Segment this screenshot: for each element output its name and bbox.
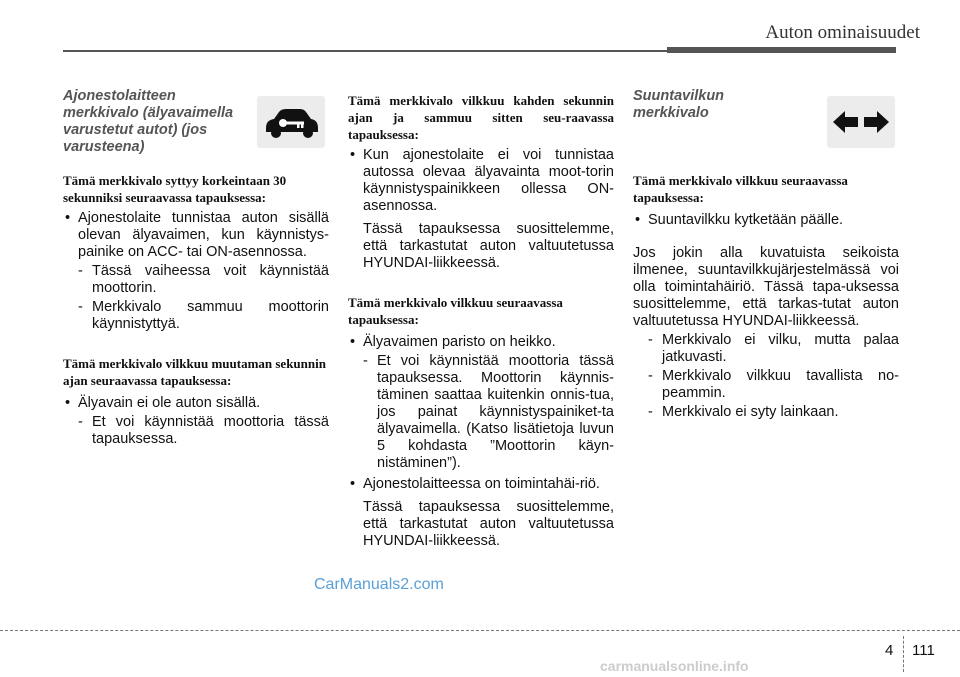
section-title-immobilizer: Ajonestolaitteen merkkivalo (älyavaimella varustetut autot) (jos varusteena): [63, 88, 234, 155]
bullet-item: • Ajonestolaite tunnistaa auton sisällä olevan älyavaimen, kun käynnistys-painike on ACC- tai ON-asennossa.: [63, 210, 329, 261]
note-text: Tässä tapauksessa suosittelemme, että tarkastutat auton valtuutetussa HYUNDAI-liikkeessä.: [363, 499, 614, 549]
bullet-item: • Suuntavilkku kytketään päälle.: [633, 212, 899, 229]
immobilizer-car-key-icon: [260, 104, 322, 140]
bullet-item: • Ajonestolaitteessa on toimintahäi-riö.: [348, 476, 614, 493]
bullet-item: • Älyavaimen paristo on heikko.: [348, 334, 614, 351]
paragraph: Jos jokin alla kuvatuista seikoista ilmenee, suuntavilkkujärjestelmässä voi olla toimintahäiriö. Tässä tapa-uksessa suosittelemme, että tarkas-tutat auton valtuutetussa HYUNDAI-liikkeessä.: [633, 245, 899, 329]
dash-item: - Et voi käynnistää moottoria tässä tapauksessa.: [63, 414, 329, 448]
dash-item: - Tässä vaiheessa voit käynnistää moottorin.: [63, 263, 329, 297]
condition-heading: Tämä merkkivalo vilkkuu seuraavassa tapauksessa:: [633, 173, 848, 205]
chapter-number: 4: [885, 642, 894, 659]
header-title: Auton ominaisuudet: [765, 22, 920, 43]
note-text: Tässä tapauksessa suosittelemme, että tarkastutat auton valtuutetussa HYUNDAI-liikkeessä.: [363, 221, 614, 271]
footer-dotted-line: [0, 630, 960, 631]
footer-watermark: carmanualsonline.info: [600, 658, 749, 674]
header-rule-thin: [63, 50, 667, 52]
condition-heading: Tämä merkkivalo syttyy korkeintaan 30 sekunniksi seuraavassa tapauksessa:: [63, 173, 287, 205]
section-title-turn-signal: Suuntavilkun merkkivalo: [633, 88, 725, 121]
footer-page-separator: [903, 636, 904, 672]
dash-item: - Merkkivalo vilkkuu tavallista no-peammin.: [633, 368, 899, 402]
column-immobilizer: [63, 88, 329, 448]
dash-item: - Merkkivalo ei vilku, mutta palaa jatkuvasti.: [633, 332, 899, 366]
turn-signal-icon-box: [827, 96, 895, 148]
column-immobilizer-cont: [348, 92, 614, 550]
dash-item: - Merkkivalo sammuu moottorin käynnistyttyä.: [63, 299, 329, 333]
bullet-item: • Älyavain ei ole auton sisällä.: [63, 395, 329, 412]
dash-item: - Merkkivalo ei syty lainkaan.: [633, 404, 899, 421]
condition-heading: Tämä merkkivalo vilkkuu kahden sekunnin ajan ja sammuu sitten seu-raavassa tapauksessa:: [348, 93, 614, 142]
page-number: 111: [912, 642, 935, 659]
watermark-link[interactable]: CarManuals2.com: [314, 576, 444, 593]
bullet-item: • Kun ajonestolaite ei voi tunnistaa autossa olevaa älyavainta moot-torin käynnistyspainikkeen ollessa ON-asennossa.: [348, 147, 614, 215]
header-rule-thick: [667, 47, 896, 53]
dash-item: - Et voi käynnistää moottoria tässä tapauksessa. Moottorin käynnis-täminen saattaa kuitenkin onnis-tua, jos painat käynnistyspainiket-ta älyavaimella. (Katso lisätietoja luvun 5 kohdasta ”Moottorin käyn-nistäminen”).: [348, 353, 614, 472]
immobilizer-icon-box: [257, 96, 325, 148]
condition-heading: Tämä merkkivalo vilkkuu muutaman sekunnin ajan seuraavassa tapauksessa:: [63, 356, 326, 388]
turn-signal-arrows-icon: [831, 107, 891, 137]
column-turn-signal: [633, 88, 899, 421]
condition-heading: Tämä merkkivalo vilkkuu seuraavassa tapauksessa:: [348, 295, 563, 327]
